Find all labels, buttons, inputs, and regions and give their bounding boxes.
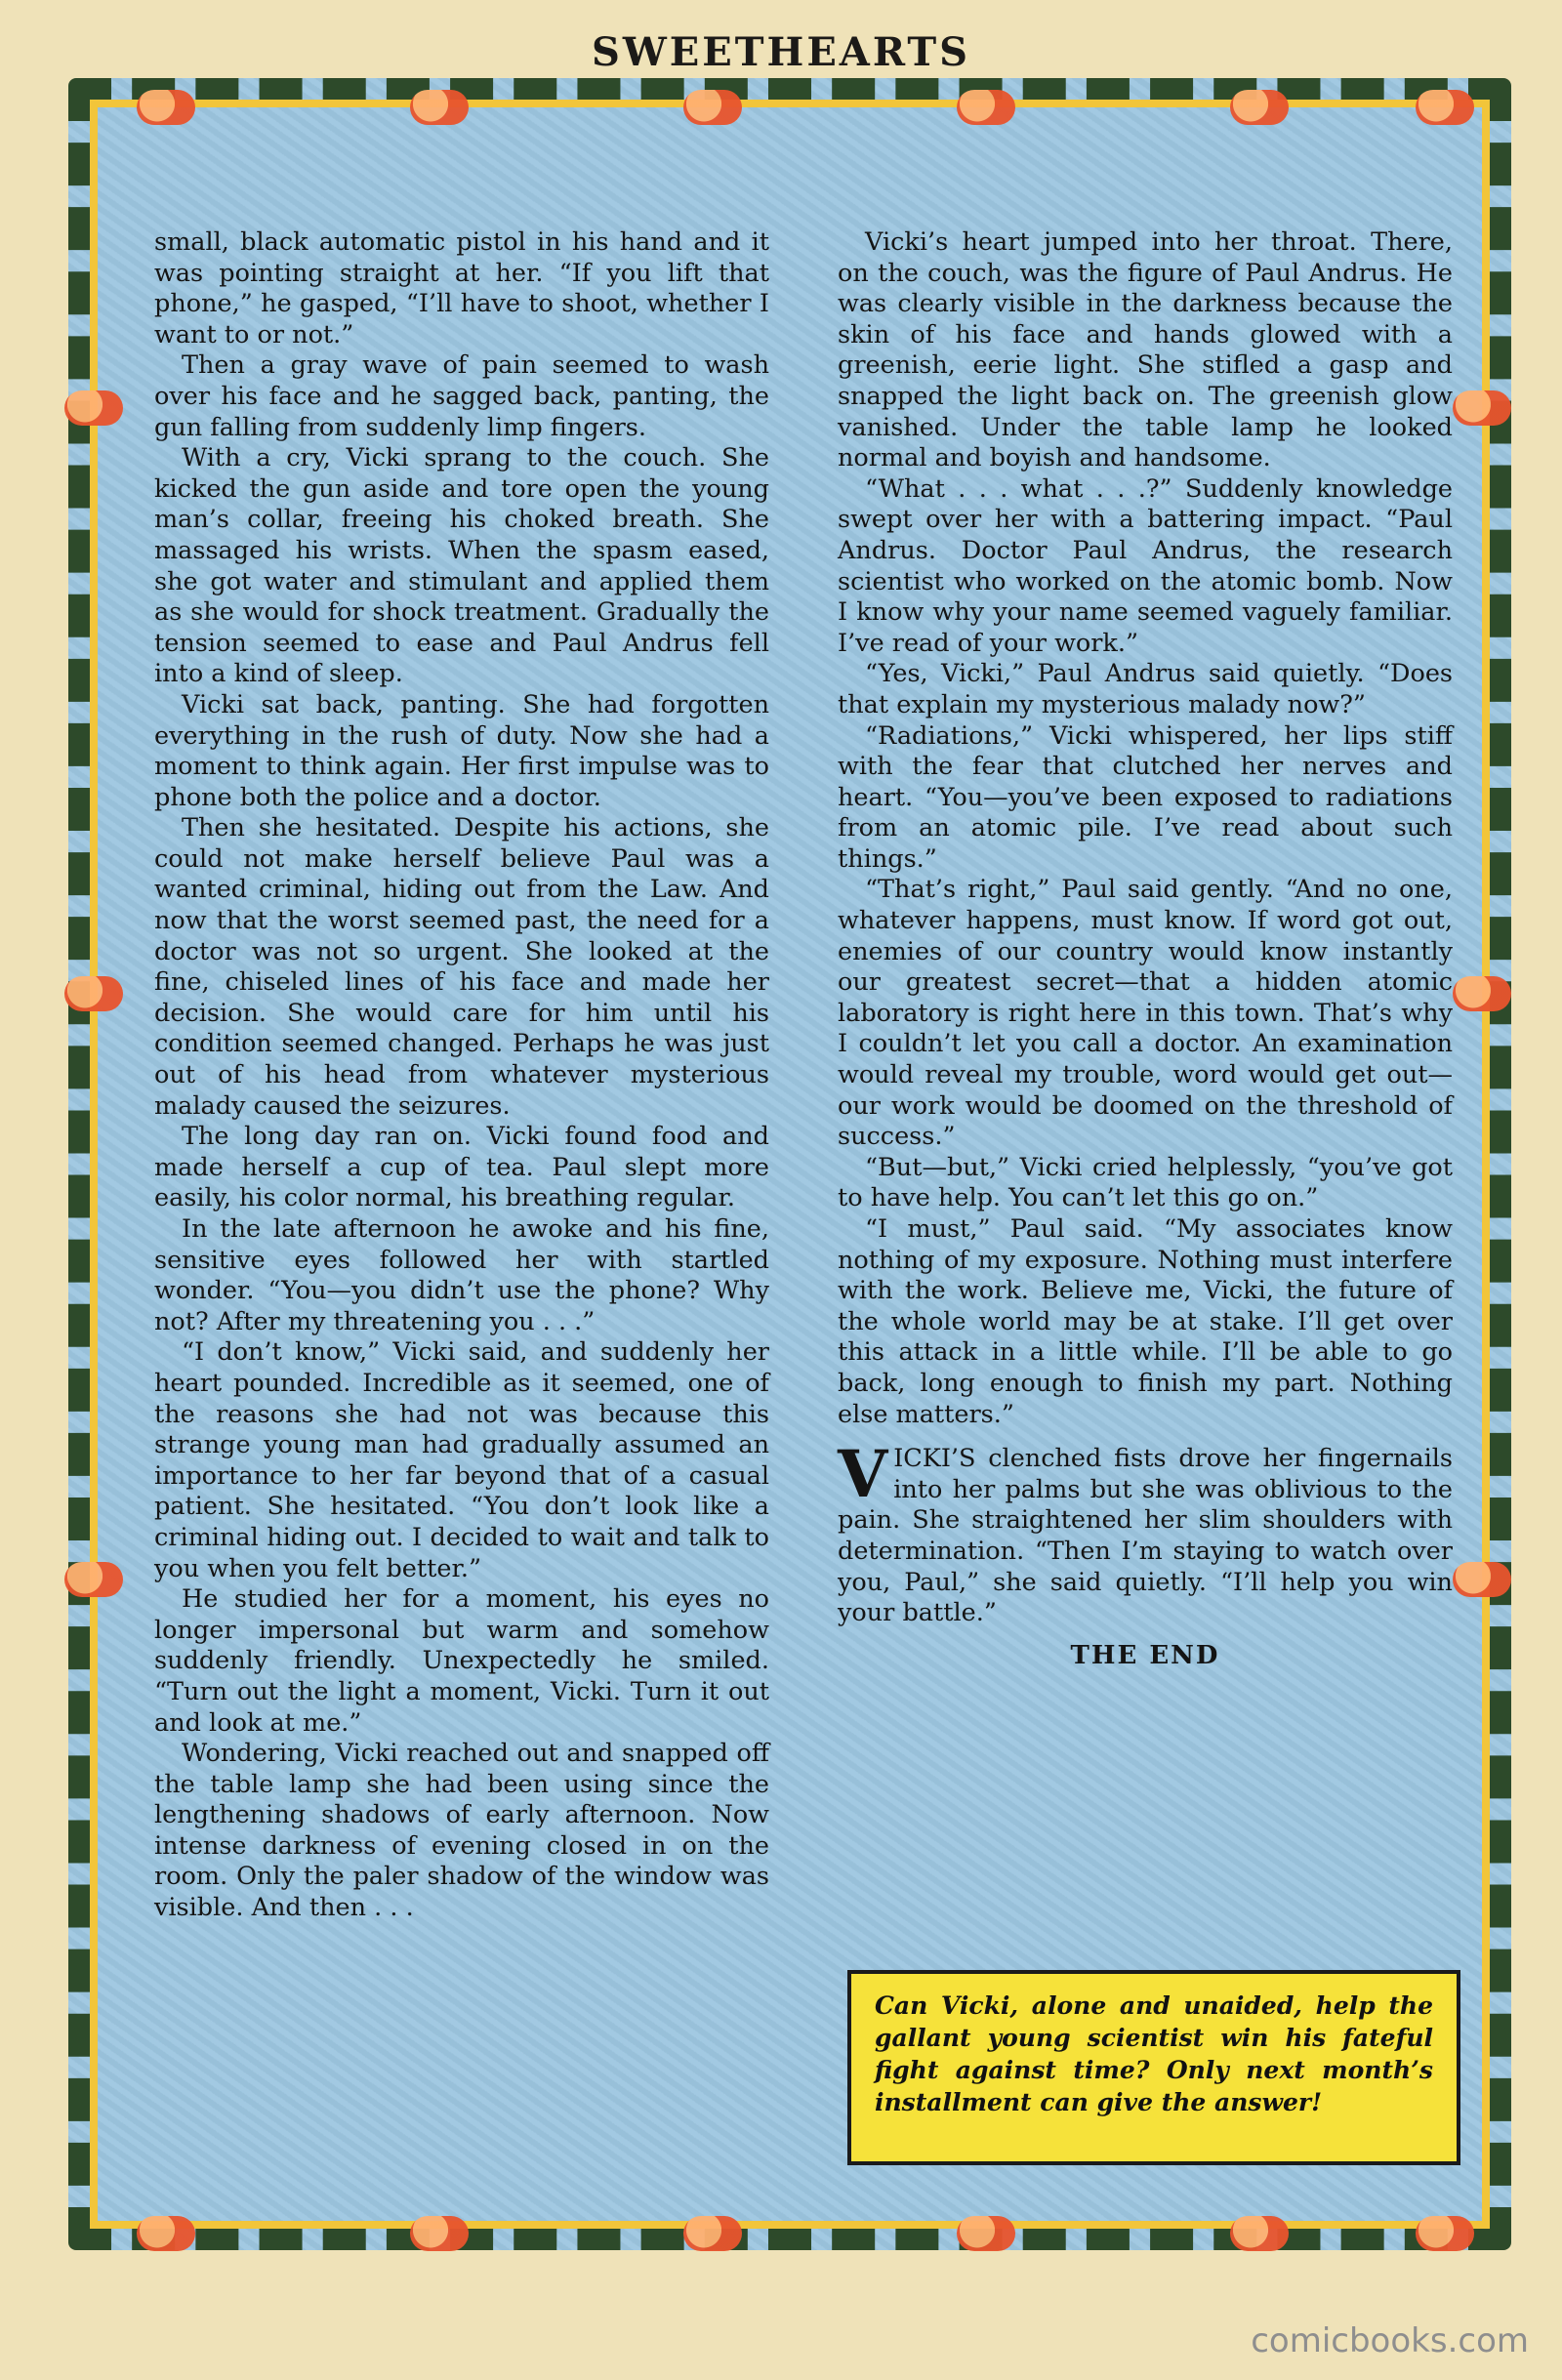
- story-paragraph: With a cry, Vicki sprang to the couch. She kicked the gun aside and tore open the young man’s collar, freeing his choked breath. She massaged his wrists. When the spasm eased, she got water and stimulant and applied them as she would for shock treatment. Gradually the tension seemed to ease and Paul Andrus fell into a kind of sleep.: [154, 443, 769, 689]
- final-paragraph-text: ICKI’S clenched fists drove her fingernails into her palms but she was oblivious to the pain. She straightened her slim shoulders with determination. “Then I’m staying to watch over you, Paul,” she said quietly. “I’ll help you win your battle.”: [838, 1444, 1453, 1628]
- story-paragraph: Then she hesitated. Despite his actions, she could not make herself believe Paul was a wanted criminal, hiding out from the Law. And now that the worst seemed past, the need for a doctor was not so urgent. She looked at the fine, chiseled lines of his face and made her decision. She would care for him until his condition seemed changed. Perhaps he was just out of his head from whatever mysterious malady caused the seizures.: [154, 813, 769, 1121]
- story-paragraph: Vicki’s heart jumped into her throat. There, on the couch, was the figure of Paul Andrus. He was clearly visible in the darkness because the skin of his face and hands glowed with a greenish, eerie light. She stifled a gasp and snapped the light back on. The greenish glow vanished. Under the table lamp he looked normal and boyish and handsome.: [838, 227, 1453, 473]
- heart-decoration: [1230, 2216, 1289, 2251]
- drop-cap: V: [838, 1436, 888, 1513]
- final-paragraph: [838, 1436, 1453, 1629]
- story-paragraph: “Yes, Vicki,” Paul Andrus said quietly. “Does that explain my mysterious malady now?”: [838, 659, 1453, 719]
- heart-decoration: [1416, 90, 1474, 125]
- story-paragraph: “But—but,” Vicki cried helplessly, “you’ve got to have help. You can’t let this go on.”: [838, 1152, 1453, 1213]
- next-installment-teaser: Can Vicki, alone and unaided, help the gallant young scientist win his fateful fight against time? Only next month’s installment can give the answer!: [847, 1970, 1460, 2165]
- heart-decoration: [957, 90, 1015, 125]
- heart-decoration: [64, 976, 123, 1011]
- heart-decoration: [683, 2216, 742, 2251]
- story-column-left: [154, 227, 769, 1924]
- heart-decoration: [410, 2216, 469, 2251]
- story-paragraph: “I must,” Paul said. “My associates know nothing of my exposure. Nothing must interfere with the work. Believe me, Vicki, the future of the whole world may be at stake. I’ll get over this attack in a little while. I’ll be able to go back, long enough to finish my part. Nothing else matters.”: [838, 1214, 1453, 1429]
- site-watermark: comicbooks.com: [1251, 2321, 1529, 2360]
- heart-decoration: [410, 90, 469, 125]
- magazine-masthead: SWEETHEARTS: [591, 29, 971, 75]
- heart-decoration: [1453, 976, 1511, 1011]
- story-paragraph: “What . . . what . . .?” Suddenly knowledge swept over her with a battering impact. “Paul Andrus. Doctor Paul Andrus, the research scientist who worked on the atomic bomb. Now I know why your name seemed vaguely familiar. I’ve read of your work.”: [838, 473, 1453, 658]
- story-paragraph: In the late afternoon he awoke and his fine, sensitive eyes followed her with startled wonder. “You—you didn’t use the phone? Why not? After my threatening you . . .”: [154, 1214, 769, 1336]
- story-paragraph: Vicki sat back, panting. She had forgotten everything in the rush of duty. Now she had a moment to think again. Her first impulse was to phone both the police and a doctor.: [154, 689, 769, 812]
- heart-decoration: [1230, 90, 1289, 125]
- heart-decoration: [1416, 2216, 1474, 2251]
- story-paragraph: small, black automatic pistol in his hand and it was pointing straight at her. “If you lift that phone,” he gasped, “I’ll have to shoot, whether I want to or not.”: [154, 227, 769, 349]
- story-paragraph: “I don’t know,” Vicki said, and suddenly her heart pounded. Incredible as it seemed, one of the reasons she had not was because this strange young man had gradually assumed an importance to her far beyond that of a casual patient. She hesitated. “You don’t look like a criminal hiding out. I decided to wait and talk to you when you felt better.”: [154, 1337, 769, 1583]
- heart-decoration: [1453, 1562, 1511, 1597]
- heart-decoration: [64, 390, 123, 426]
- story-paragraph: Then a gray wave of pain seemed to wash over his face and he sagged back, panting, the gun falling from suddenly limp fingers.: [154, 350, 769, 442]
- story-column-right: [838, 227, 1453, 1671]
- heart-decoration: [64, 1562, 123, 1597]
- heart-decoration: [957, 2216, 1015, 2251]
- story-paragraph: Wondering, Vicki reached out and snapped off the table lamp she had been using since the lengthening shadows of early afternoon. Now intense darkness of evening closed in on the room. Only the paler shadow of the window was visible. And then . . .: [154, 1739, 769, 1923]
- heart-decoration: [137, 90, 195, 125]
- story-paragraph: “That’s right,” Paul said gently. “And no one, whatever happens, must know. If word got out, enemies of our country would know instantly our greatest secret—that a hidden atomic laboratory is right here in this town. That’s why I couldn’t let you call a doctor. An examination would reveal my trouble, word would get out—our work would be doomed on the threshold of success.”: [838, 875, 1453, 1152]
- heart-decoration: [1453, 390, 1511, 426]
- the-end-label: THE END: [1070, 1640, 1220, 1670]
- story-paragraph: The long day ran on. Vicki found food and made herself a cup of tea. Paul slept more easily, his color normal, his breathing regular.: [154, 1122, 769, 1213]
- heart-decoration: [137, 2216, 195, 2251]
- story-paragraph: He studied her for a moment, his eyes no longer impersonal but warm and somehow suddenly friendly. Unexpectedly he smiled. “Turn out the light a moment, Vicki. Turn it out and look at me.”: [154, 1584, 769, 1738]
- heart-decoration: [683, 90, 742, 125]
- story-paragraph: “Radiations,” Vicki whispered, her lips stiff with the fear that clutched her nerves and heart. “You—you’ve been exposed to radiations from an atomic pile. I’ve read about such things.”: [838, 720, 1453, 874]
